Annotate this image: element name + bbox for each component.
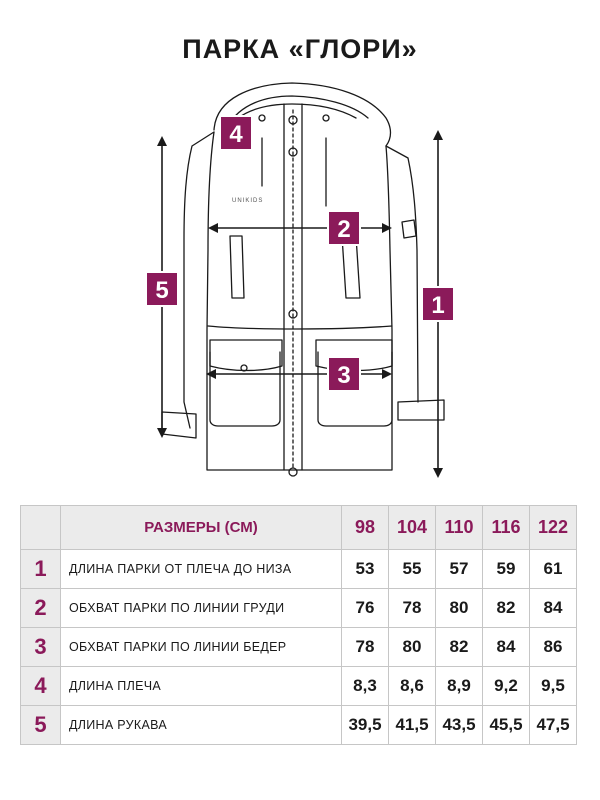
right-cuff	[398, 400, 444, 420]
row-label: ДЛИНА РУКАВА	[61, 706, 342, 745]
row-number: 5	[21, 706, 61, 745]
marker-3: 3	[337, 362, 351, 389]
cell-value: 8,3	[342, 667, 389, 706]
cell-value: 61	[530, 550, 577, 589]
size-table	[20, 505, 577, 745]
row-label: ДЛИНА ПАРКИ ОТ ПЛЕЧА ДО НИЗА	[61, 550, 342, 589]
table-row	[21, 628, 577, 667]
row-number: 2	[21, 589, 61, 628]
cell-value: 82	[436, 628, 483, 667]
cell-value: 86	[530, 628, 577, 667]
marker-1: 1	[431, 292, 445, 319]
row-label: ДЛИНА ПЛЕЧА	[61, 667, 342, 706]
cell-value: 43,5	[436, 706, 483, 745]
cell-value: 53	[342, 550, 389, 589]
cell-value: 78	[389, 589, 436, 628]
size-104: 104	[389, 506, 436, 550]
cell-value: 80	[436, 589, 483, 628]
row-number: 1	[21, 550, 61, 589]
row-number: 3	[21, 628, 61, 667]
left-hip-pocket	[210, 352, 280, 426]
cell-value: 41,5	[389, 706, 436, 745]
size-98: 98	[342, 506, 389, 550]
left-cuff	[162, 412, 196, 438]
cell-value: 82	[483, 589, 530, 628]
row-label: ОБХВАТ ПАРКИ ПО ЛИНИИ БЕДЕР	[61, 628, 342, 667]
cell-value: 8,9	[436, 667, 483, 706]
cell-value: 39,5	[342, 706, 389, 745]
marker-5: 5	[155, 277, 169, 304]
cell-value: 9,2	[483, 667, 530, 706]
parka-diagram	[0, 70, 600, 495]
cell-value: 76	[342, 589, 389, 628]
table-row	[21, 550, 577, 589]
cell-value: 8,6	[389, 667, 436, 706]
garment-brand-text: UNIKIDS	[232, 198, 264, 204]
left-chest-pocket	[230, 236, 244, 298]
row-number: 4	[21, 667, 61, 706]
marker-2: 2	[337, 216, 351, 243]
row-label: ОБХВАТ ПАРКИ ПО ЛИНИИ ГРУДИ	[61, 589, 342, 628]
cell-value: 84	[483, 628, 530, 667]
cell-value: 57	[436, 550, 483, 589]
sizes-header: РАЗМЕРЫ (СМ)	[61, 506, 342, 550]
table-header-row	[21, 506, 577, 550]
size-110: 110	[436, 506, 483, 550]
cell-value: 80	[389, 628, 436, 667]
cell-value: 9,5	[530, 667, 577, 706]
cell-value: 84	[530, 589, 577, 628]
size-116: 116	[483, 506, 530, 550]
table-row	[21, 667, 577, 706]
cell-value: 59	[483, 550, 530, 589]
cell-value: 47,5	[530, 706, 577, 745]
cell-value: 45,5	[483, 706, 530, 745]
cell-value: 55	[389, 550, 436, 589]
marker-4: 4	[229, 121, 243, 148]
table-row	[21, 706, 577, 745]
table-row	[21, 589, 577, 628]
page-title: ПАРКА «ГЛОРИ»	[182, 34, 418, 64]
corner-cell	[21, 506, 61, 550]
size-122: 122	[530, 506, 577, 550]
cell-value: 78	[342, 628, 389, 667]
